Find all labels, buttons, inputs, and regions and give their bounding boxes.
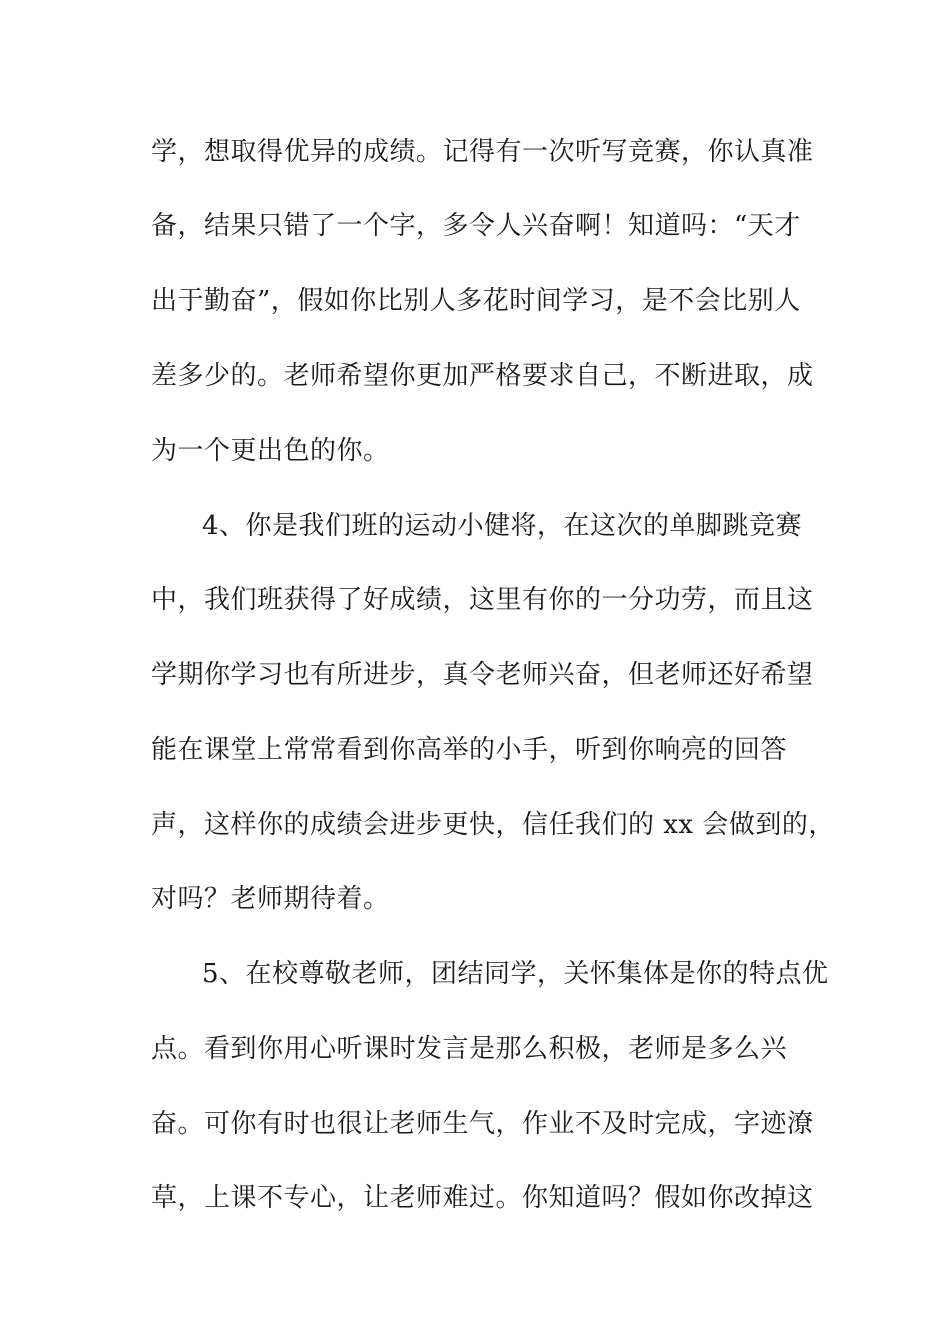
text-line-1: 学，想取得优异的成绩。记得有一次听写竞赛，你认真准 bbox=[151, 137, 814, 167]
text-line-4: 差多少的。老师希望你更加严格要求自己，不断进取，成 bbox=[151, 361, 814, 391]
text-line-15: 草，上课不专心，让老师难过。你知道吗？假如你改掉这 bbox=[151, 1183, 814, 1213]
text-line-9: 能在课堂上常常看到你高举的小手，听到你响亮的回答 bbox=[151, 735, 788, 765]
text-line-3: 出于勤奋”，假如你比别人多花时间学习，是不会比别人 bbox=[151, 286, 801, 316]
text-line-2: 备，结果只错了一个字，多令人兴奋啊！知道吗：“天才 bbox=[151, 211, 801, 241]
paragraph-4-start: 4、你是我们班的运动小健将，在这次的单脚跳竞赛 bbox=[202, 511, 803, 541]
paragraph-5-start: 5、在校尊敬老师，团结同学，关怀集体是你的特点优 bbox=[202, 959, 829, 989]
text-line-7: 中，我们班获得了好成绩，这里有你的一分功劳，而且这 bbox=[151, 585, 814, 615]
text-line-10: 声，这样你的成绩会进步更快，信任我们的 xx 会做到的， bbox=[151, 810, 835, 840]
text-line-14: 奋。可你有时也很让老师生气，作业不及时完成，字迹潦 bbox=[151, 1109, 814, 1139]
text-line-13: 点。看到你用心听课时发言是那么积极，老师是多么兴 bbox=[151, 1034, 788, 1064]
text-line-11: 对吗？老师期待着。 bbox=[151, 884, 390, 914]
text-line-8: 学期你学习也有所进步，真令老师兴奋，但老师还好希望 bbox=[151, 660, 814, 690]
text-line-5: 为一个更出色的你。 bbox=[151, 436, 390, 466]
